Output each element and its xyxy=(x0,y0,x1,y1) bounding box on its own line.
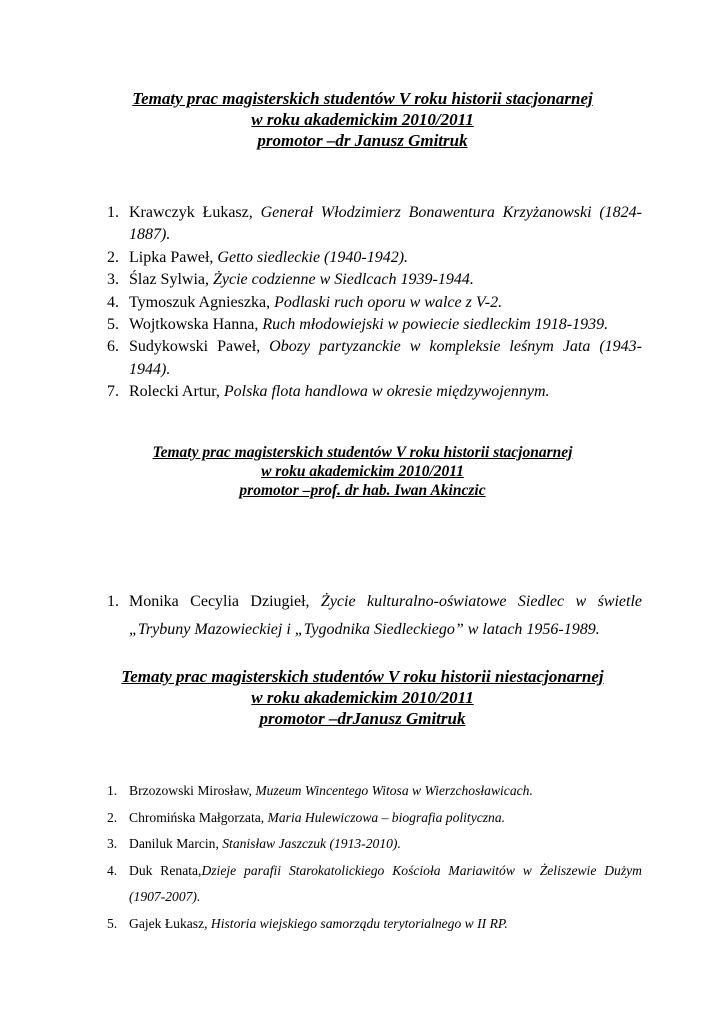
list-item xyxy=(107,269,642,291)
section-2-list xyxy=(107,588,642,644)
list-item xyxy=(107,381,642,403)
item-number: 2. xyxy=(107,248,119,266)
section-1-heading xyxy=(80,88,645,151)
item-number: 1. xyxy=(107,783,118,798)
list-item xyxy=(107,292,642,314)
item-number: 7. xyxy=(107,383,119,401)
item-author: Sudykowski Paweł, xyxy=(129,338,270,356)
list-item xyxy=(107,588,642,644)
item-number: 4. xyxy=(107,293,119,311)
item-number: 5. xyxy=(107,316,119,334)
item-author: Daniluk Marcin, xyxy=(129,836,223,852)
heading-line: promotor –prof. dr hab. Iwan Akinczic xyxy=(239,482,486,499)
list-item xyxy=(107,314,642,336)
heading-line: Tematy prac magisterskich studentów V roku historii stacjonarnej xyxy=(132,89,593,108)
list-item xyxy=(107,831,642,858)
item-title: Getto siedleckie (1940-1942). xyxy=(217,248,409,266)
heading-line: promotor –drJanusz Gmitruk xyxy=(259,709,466,728)
item-title: Historia wiejskiego samorządu terytorialnego w II RP. xyxy=(210,915,508,931)
section-3-list xyxy=(107,778,642,938)
item-title: Ruch młodowiejski w powiecie siedleckim 1918-1939. xyxy=(262,316,609,334)
item-number: 1. xyxy=(107,593,119,610)
item-number: 3. xyxy=(107,836,118,852)
list-item xyxy=(107,336,642,381)
item-title: Dzieje parafii Starokatolickiego Kościoła Mariawitów w Żeliszewie Dużym (1907-2007). xyxy=(129,862,642,905)
item-author: Duk Renata, xyxy=(129,862,202,878)
item-number: 6. xyxy=(107,338,119,356)
item-title: Generał Włodzimierz Bonawentura Krzyżanowski (1824-1887). xyxy=(129,204,642,244)
item-title: Muzeum Wincentego Witosa w Wierzchosławicach. xyxy=(255,783,533,798)
item-author: Wojtkowska Hanna, xyxy=(129,316,263,334)
item-author: Tymoszuk Agnieszka, xyxy=(129,293,275,311)
item-author: Chromińska Małgorzata, xyxy=(129,809,268,825)
heading-line: Tematy prac magisterskich studentów V roku historii niestacjonarnej xyxy=(121,667,604,686)
section-3-heading xyxy=(80,666,645,729)
item-title: Obozy partyzanckie w kompleksie leśnym Jata (1943-1944). xyxy=(129,338,642,378)
item-title: Życie kulturalno-oświatowe Siedlec w świetle „Trybuny Mazowieckiej i „Tygodnika Siedleckiego” w latach 1956-1989. xyxy=(129,593,643,638)
list-item xyxy=(107,202,642,247)
heading-line: Tematy prac magisterskich studentów V roku historii stacjonarnej xyxy=(152,444,573,461)
item-title: Maria Hulewiczowa – biografia polityczna. xyxy=(267,809,506,825)
item-author: Krawczyk Łukasz, xyxy=(129,204,261,221)
item-number: 3. xyxy=(107,271,119,289)
list-item xyxy=(107,858,642,911)
section-1-list xyxy=(107,202,642,404)
item-number: 4. xyxy=(107,862,118,878)
item-author: Gajek Łukasz, xyxy=(129,915,211,931)
list-item xyxy=(107,247,642,269)
list-item xyxy=(107,778,642,805)
heading-line: promotor –dr Janusz Gmitruk xyxy=(257,131,468,150)
item-title: Podlaski ruch oporu w walce z V-2. xyxy=(274,293,503,311)
item-title: Polska flota handlowa w okresie międzywojennym. xyxy=(223,383,550,401)
item-number: 1. xyxy=(107,204,119,221)
item-number: 5. xyxy=(107,915,118,931)
section-2-heading xyxy=(80,443,645,500)
item-author: Ślaz Sylwia, xyxy=(129,271,213,289)
heading-line: w roku akademickim 2010/2011 xyxy=(261,463,464,480)
item-title: Stanisław Jaszczuk (1913-2010). xyxy=(222,836,401,852)
item-author: Lipka Paweł, xyxy=(129,248,218,266)
heading-line: w roku akademickim 2010/2011 xyxy=(251,688,474,707)
list-item xyxy=(107,911,642,938)
item-author: Monika Cecylia Dziugieł, xyxy=(129,593,321,610)
item-author: Rolecki Artur, xyxy=(129,383,224,401)
item-number: 2. xyxy=(107,809,118,825)
item-author: Brzozowski Mirosław, xyxy=(129,783,256,798)
list-item xyxy=(107,805,642,832)
heading-line: w roku akademickim 2010/2011 xyxy=(251,110,474,129)
item-title: Życie codzienne w Siedlcach 1939-1944. xyxy=(213,271,474,289)
